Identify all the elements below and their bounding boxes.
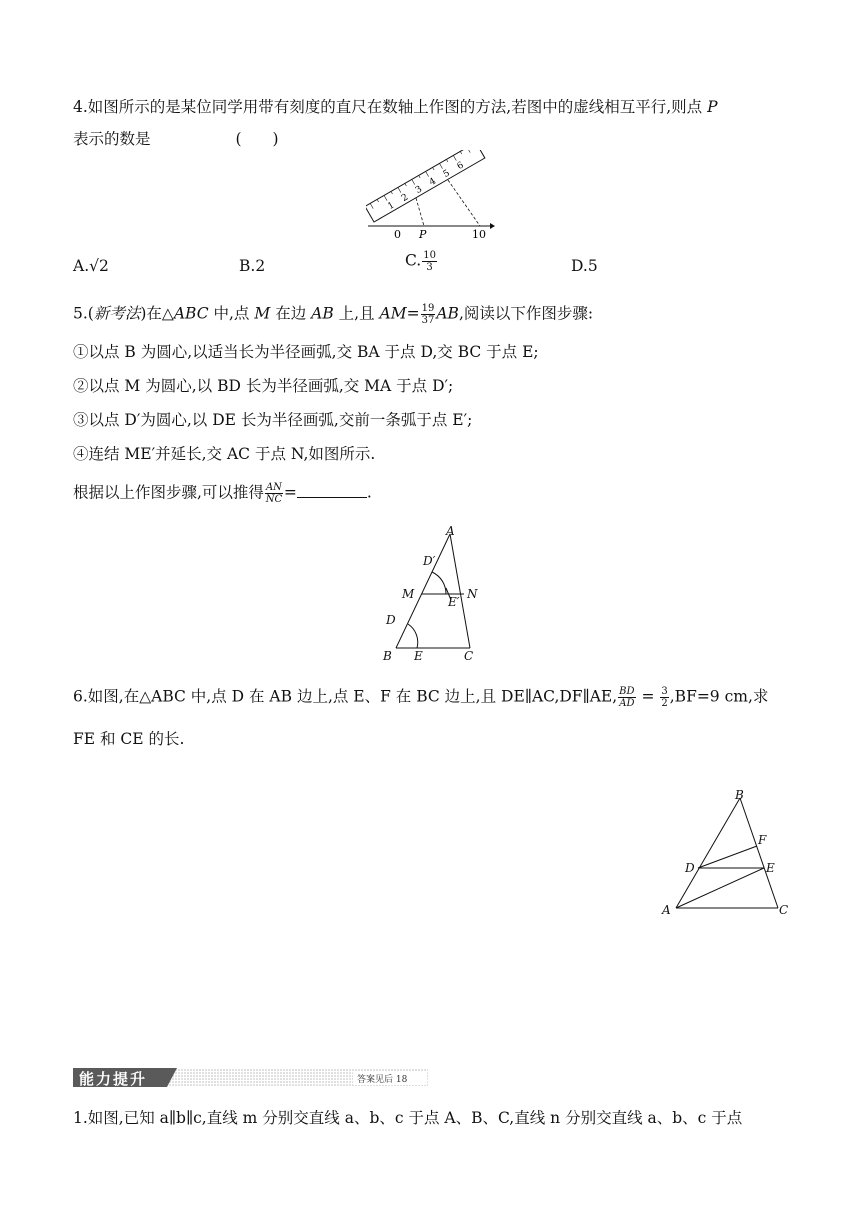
option-c-num: 10	[423, 250, 436, 261]
q6-fig-label-b: B	[735, 788, 744, 802]
q6-text-a: 6.如图,在△ABC 中,点 D 在 AB 边上,点 E、F 在 BC 边上,且 DE∥AC,DF∥AE,	[73, 687, 618, 706]
q4-stem-line2	[73, 129, 279, 149]
q5-abc: ABC	[173, 304, 209, 323]
q5-fig-label-e: E	[414, 649, 423, 663]
q6-fig-label-a: A	[662, 903, 671, 917]
q5-step-1: ①以点 B 为圆心,以适当长为半径画弧,交 BA 于点 D,交 BC 于点 E;	[73, 343, 539, 361]
q6-fig-label-c: C	[779, 903, 789, 917]
q5-tag: 新考法	[93, 304, 141, 323]
q4-point-p: P	[707, 98, 718, 116]
q5-ab: AB	[311, 304, 334, 323]
option-d-label: D.	[571, 257, 588, 275]
ruler-tick-6: 6	[455, 160, 466, 172]
q5-fig-label-n: N	[467, 587, 478, 601]
q5-m: M	[254, 304, 271, 323]
q5-frac-den: 37	[421, 315, 435, 326]
q5-eq: =	[406, 304, 420, 323]
option-c-fraction	[422, 250, 437, 273]
q5-text-e: 上,且	[338, 304, 375, 323]
q5-conc-period: .	[366, 483, 372, 502]
option-c-label: C.	[405, 251, 422, 270]
ruler-tick-5: 5	[441, 168, 452, 180]
option-d-value: 5	[587, 257, 598, 275]
ruler-tick-3: 3	[414, 184, 424, 196]
section-title: 能力提升	[79, 1070, 148, 1088]
q5-text-c: 中,点	[213, 304, 250, 323]
q6-frac1-den: AD	[619, 698, 635, 709]
q5-fig-label-b: B	[383, 649, 392, 663]
answer-note: 答案见后 18	[357, 1075, 408, 1085]
q5-fraction	[421, 303, 436, 326]
q5-fig-label-ep: E′	[448, 595, 460, 609]
axis-label-p: P	[419, 228, 427, 240]
q6-stem-line2: FE 和 CE 的长.	[73, 730, 185, 748]
q5-conc-den: NC	[265, 494, 283, 505]
q5-triangle-figure	[378, 524, 488, 664]
q4-option-d	[571, 256, 598, 276]
q5-am: AM	[379, 304, 407, 323]
q6-stem-line1	[73, 686, 768, 709]
q6-fig-label-e: E	[766, 861, 775, 875]
q4-answer-paren: ( )	[235, 130, 279, 148]
q6-fig-label-d: D	[685, 861, 695, 875]
q5-conc-num: AN	[265, 482, 282, 493]
option-b-value: 2	[255, 257, 266, 275]
q5-fig-label-m: M	[402, 587, 415, 601]
option-b-label: B.	[239, 257, 256, 275]
q5-fig-label-dp: D′	[423, 554, 436, 568]
section-band	[73, 1066, 429, 1088]
q5-conclusion	[73, 482, 372, 505]
q5-stem	[73, 303, 593, 326]
q5-step-4: ④连结 ME′并延长,交 AC 于点 N,如图所示.	[73, 445, 376, 463]
q5-fig-label-a: A	[446, 524, 455, 538]
option-a-label: A.	[73, 257, 90, 275]
axis-label-10: 10	[472, 228, 486, 240]
p1-stem: 1.如图,已知 a∥b∥c,直线 m 分别交直线 a、b、c 于点 A、B、C,直线 n 分别交直线 a、b、c 于点	[73, 1109, 743, 1127]
q4-option-a	[73, 256, 109, 276]
q6-fraction-bd-ad	[618, 686, 635, 709]
q4-stem-text2: 表示的数是	[73, 130, 151, 148]
q5-fig-label-c: C	[464, 649, 474, 663]
q4-stem-line1	[73, 97, 718, 117]
ruler-tick-2: 2	[400, 192, 411, 204]
q5-text-b: )在△	[140, 304, 174, 323]
q4-ruler-figure	[366, 150, 496, 240]
q6-frac2-num: 3	[661, 686, 668, 697]
q4-option-b	[239, 256, 265, 276]
q5-conclusion-text: 根据以上作图步骤,可以推得	[73, 483, 264, 502]
q4-stem-text: 4.如图所示的是某位同学用带有刻度的直尺在数轴上作图的方法,若图中的虚线相互平行,则点	[73, 98, 703, 116]
q6-fraction-3-2	[660, 686, 668, 709]
option-c-den: 3	[426, 262, 433, 273]
q5-conc-eq: =	[283, 483, 297, 502]
q6-frac2-den: 2	[661, 698, 668, 709]
q5-answer-blank[interactable]	[297, 483, 367, 498]
q5-frac-num: 19	[421, 303, 435, 314]
q5-text-f: ,阅读以下作图步骤:	[458, 304, 594, 323]
q6-text-b: ,BF=9 cm,求	[669, 687, 769, 706]
q5-step-3: ③以点 D′为圆心,以 DE 长为半径画弧,交前一条弧于点 E′;	[73, 411, 473, 429]
q5-ab2: AB	[436, 304, 459, 323]
q5-conclusion-fraction	[265, 482, 283, 505]
q5-text-d: 在边	[275, 304, 307, 323]
q6-triangle-figure	[654, 784, 794, 924]
q5-step-2: ②以点 M 为圆心,以 BD 长为半径画弧,交 MA 于点 D′;	[73, 377, 454, 395]
ruler-tick-4: 4	[427, 176, 438, 188]
q6-frac1-num: BD	[619, 686, 635, 697]
ruler-tick-1: 1	[386, 200, 397, 212]
q6-eq: =	[636, 687, 660, 706]
axis-label-0: 0	[394, 228, 401, 240]
q5-text-a: 5.(	[73, 304, 94, 323]
q5-fig-label-d: D	[386, 613, 396, 627]
q6-fig-label-f: F	[758, 833, 767, 847]
q4-option-c	[405, 250, 438, 273]
option-a-value: √2	[89, 257, 109, 275]
